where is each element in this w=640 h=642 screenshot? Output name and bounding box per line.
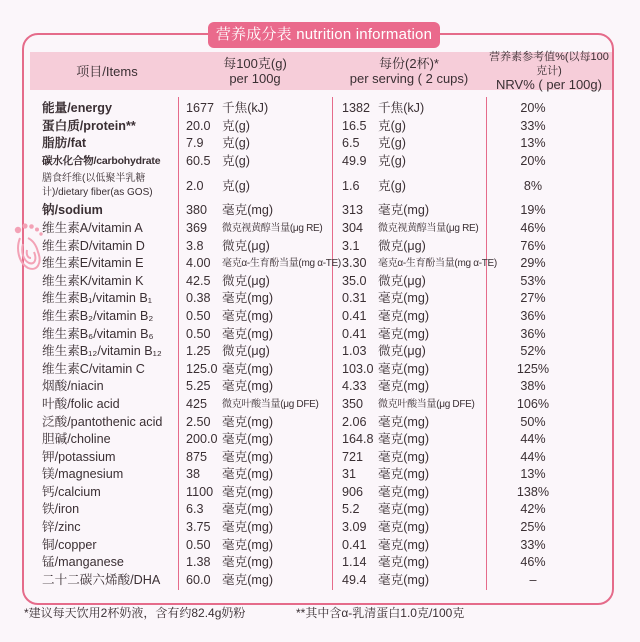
header-serving-line2: per serving ( 2 cups) [349, 71, 469, 86]
value-per-100g: 20.0 [186, 118, 211, 133]
value-per-serving: 1.03 [342, 344, 367, 359]
table-row [0, 100, 640, 118]
nutrient-name: 钠/sodium [42, 203, 103, 218]
unit-per-100g: 微克(μg) [222, 344, 270, 359]
nutrient-name: 脂肪/fat [42, 136, 87, 151]
table-row [0, 255, 640, 273]
value-per-100g: 5.25 [186, 379, 211, 394]
nrv-percent: 38% [520, 379, 546, 394]
unit-per-100g: 微克(μg) [222, 273, 270, 288]
unit-per-serving: 毫克(mg) [378, 379, 430, 394]
unit-per-100g: 毫克(mg) [222, 308, 274, 323]
unit-per-100g: 千焦(kJ) [222, 101, 269, 115]
footnote-serving: *建议每天饮用2杯奶液，含有约82.4g奶粉 [24, 606, 246, 620]
nutrient-name: 维生素A/vitamin A [42, 220, 143, 235]
header-item-label: 项目/Items [76, 63, 138, 79]
unit-per-100g: 毫克(mg) [222, 414, 274, 429]
value-per-serving: 1.6 [342, 179, 360, 194]
value-per-100g: 1100 [186, 484, 214, 499]
unit-per-100g: 毫克α-生育酚当量(mg α-TE) [222, 258, 341, 270]
nutrient-name: 蛋白质/protein** [42, 118, 136, 133]
value-per-100g: 3.75 [186, 520, 211, 535]
table-row [0, 326, 640, 344]
header-serving-line1: 每份(2杯)* [379, 56, 439, 71]
nrv-percent: 33% [520, 118, 546, 133]
unit-per-serving: 毫克(mg) [378, 502, 430, 517]
value-per-serving: 3.1 [342, 238, 360, 253]
value-per-serving: 49.4 [342, 572, 367, 587]
table-row [0, 501, 640, 519]
unit-per-serving: 毫克(mg) [378, 414, 430, 429]
value-per-100g: 0.50 [186, 537, 211, 552]
table-row [0, 308, 640, 326]
unit-per-serving: 微克叶酸当量(μg DFE) [378, 398, 475, 410]
value-per-serving: 2.06 [342, 414, 367, 429]
value-per-serving: 6.5 [342, 136, 360, 151]
nutrient-name: 胆碱/choline [42, 432, 111, 447]
table-row [0, 449, 640, 467]
value-per-100g: 200.0 [186, 432, 218, 447]
nrv-percent: 25% [520, 520, 546, 535]
unit-per-100g: 克(g) [222, 153, 250, 168]
unit-per-serving: 毫克(mg) [378, 432, 430, 447]
nutrient-name: 维生素B₁/vitamin B₁ [42, 291, 152, 306]
header-nrv-line2: NRV% ( per 100g) [496, 77, 602, 92]
nrv-percent: 29% [520, 256, 546, 271]
unit-per-serving: 微克(μg) [378, 344, 426, 359]
unit-per-serving: 毫克(mg) [378, 361, 430, 376]
table-row [0, 170, 640, 202]
nutrient-name: 锰/manganese [42, 555, 124, 570]
value-per-serving: 906 [342, 484, 364, 499]
nrv-percent: 53% [520, 273, 546, 288]
value-per-serving: 0.31 [342, 291, 367, 306]
value-per-100g: 4.00 [186, 256, 211, 271]
value-per-100g: 60.5 [186, 153, 211, 168]
value-per-serving: 721 [342, 449, 364, 464]
nrv-percent: 138% [516, 484, 550, 499]
unit-per-100g: 毫克(mg) [222, 326, 274, 341]
value-per-100g: 0.50 [186, 326, 211, 341]
unit-per-serving: 克(g) [378, 136, 406, 151]
unit-per-100g: 微克视黄醇当量(μg RE) [222, 222, 323, 234]
nrv-percent: 20% [520, 101, 546, 115]
footnote-protein: **其中含α-乳清蛋白1.0克/100克 [296, 606, 465, 620]
nrv-percent: 13% [520, 136, 546, 151]
value-per-serving: 35.0 [342, 273, 367, 288]
nrv-percent: 20% [520, 153, 546, 168]
unit-per-serving: 毫克(mg) [378, 449, 430, 464]
value-per-serving: 0.41 [342, 326, 367, 341]
unit-per-100g: 毫克(mg) [222, 467, 274, 482]
unit-per-serving: 毫克(mg) [378, 572, 430, 587]
nutrient-name: 泛酸/pantothenic acid [42, 414, 163, 429]
unit-per-100g: 微克叶酸当量(μg DFE) [222, 398, 319, 410]
nrv-percent: 125% [516, 361, 550, 376]
nrv-percent: 46% [520, 555, 546, 570]
value-per-serving: 49.9 [342, 153, 367, 168]
unit-per-100g: 毫克(mg) [222, 502, 274, 517]
value-per-serving: 31 [342, 467, 357, 482]
header-per100-line2: per 100g [229, 71, 281, 86]
nrv-percent: 36% [520, 326, 546, 341]
nutrient-name: 铁/iron [42, 502, 80, 517]
unit-per-100g: 毫克(mg) [222, 484, 274, 499]
nutrient-name: 锌/zinc [42, 520, 81, 535]
unit-per-100g: 克(g) [222, 136, 250, 151]
nrv-percent: 106% [516, 396, 550, 411]
unit-per-100g: 毫克(mg) [222, 537, 274, 552]
nrv-percent: 44% [520, 432, 546, 447]
unit-per-100g: 毫克(mg) [222, 432, 274, 447]
unit-per-serving: 毫克α-生育酚当量(mg α-TE) [378, 258, 497, 270]
value-per-100g: 1677 [186, 101, 215, 115]
header-nrv [484, 52, 614, 90]
value-per-serving: 313 [342, 203, 364, 218]
nutrient-name: 钾/potassium [42, 449, 116, 464]
value-per-100g: 369 [186, 220, 208, 235]
table-row [0, 238, 640, 256]
table-row [0, 414, 640, 432]
nutrient-name: 维生素D/vitamin D [42, 238, 145, 253]
table-row [0, 378, 640, 396]
unit-per-100g: 毫克(mg) [222, 520, 274, 535]
unit-per-serving: 微克(μg) [378, 238, 426, 253]
value-per-serving: 0.41 [342, 308, 367, 323]
unit-per-serving: 毫克(mg) [378, 203, 430, 218]
value-per-100g: 1.25 [186, 344, 211, 359]
unit-per-serving: 毫克(mg) [378, 291, 430, 306]
nrv-percent: 50% [520, 414, 546, 429]
nutrient-name: 二十二碳六烯酸/DHA [42, 572, 161, 587]
table-row [0, 118, 640, 136]
nutrient-name: 叶酸/folic acid [42, 396, 120, 411]
unit-per-serving: 毫克(mg) [378, 326, 430, 341]
nrv-percent: 13% [520, 467, 546, 482]
table-row [0, 519, 640, 537]
table-row [0, 273, 640, 291]
value-per-serving: 1382 [342, 101, 371, 115]
unit-per-100g: 毫克(mg) [222, 572, 274, 587]
value-per-100g: 425 [186, 396, 208, 411]
value-per-100g: 60.0 [186, 572, 211, 587]
header-serving [334, 52, 484, 90]
value-per-serving: 0.41 [342, 537, 367, 552]
value-per-100g: 0.50 [186, 308, 211, 323]
header-per100 [180, 52, 330, 90]
table-row [0, 572, 640, 590]
unit-per-serving: 微克视黄醇当量(μg RE) [378, 222, 479, 234]
value-per-100g: 2.0 [186, 179, 204, 194]
nrv-percent: 46% [520, 220, 546, 235]
nutrient-name: 维生素E/vitamin E [42, 256, 144, 271]
unit-per-serving: 克(g) [378, 153, 406, 168]
unit-per-serving: 微克(μg) [378, 273, 426, 288]
unit-per-100g: 毫克(mg) [222, 379, 274, 394]
nutrient-name: 维生素C/vitamin C [42, 361, 145, 376]
table-row [0, 431, 640, 449]
table-row [0, 135, 640, 153]
unit-per-serving: 毫克(mg) [378, 555, 430, 570]
value-per-100g: 3.8 [186, 238, 204, 253]
table-row [0, 153, 640, 171]
nutrient-name: 碳水化合物/carbohydrate [42, 154, 161, 167]
header-nrv-line1: 营养素参考值%(以每100克计) [489, 51, 609, 77]
unit-per-100g: 克(g) [222, 118, 250, 133]
table-title: 营养成分表 nutrition information [208, 22, 440, 48]
unit-per-serving: 千焦(kJ) [378, 101, 425, 115]
table-row [0, 361, 640, 379]
value-per-serving: 3.30 [342, 256, 367, 271]
nutrient-name: 能量/energy [42, 101, 112, 115]
value-per-100g: 42.5 [186, 273, 211, 288]
header-item [36, 52, 178, 90]
value-per-serving: 164.8 [342, 432, 374, 447]
nrv-percent: 76% [520, 238, 546, 253]
table-row [0, 484, 640, 502]
nutrient-name: 膳食纤维(以低聚半乳糖计)/dietary fiber(as GOS) [42, 173, 153, 199]
nutrient-name: 维生素K/vitamin K [42, 273, 144, 288]
value-per-100g: 875 [186, 449, 208, 464]
value-per-100g: 2.50 [186, 414, 211, 429]
nutrient-name: 镁/magnesium [42, 467, 124, 482]
nrv-percent: – [529, 572, 537, 587]
value-per-serving: 350 [342, 396, 364, 411]
unit-per-serving: 毫克(mg) [378, 537, 430, 552]
nrv-percent: 8% [523, 179, 543, 194]
value-per-100g: 380 [186, 203, 208, 218]
table-row [0, 202, 640, 220]
unit-per-serving: 毫克(mg) [378, 484, 430, 499]
nrv-percent: 19% [520, 203, 546, 218]
table-row [0, 343, 640, 361]
nutrition-rows [0, 100, 640, 589]
nutrient-name: 钙/calcium [42, 484, 101, 499]
unit-per-serving: 毫克(mg) [378, 467, 430, 482]
value-per-100g: 125.0 [186, 361, 218, 376]
value-per-serving: 304 [342, 220, 364, 235]
nutrient-name: 铜/copper [42, 537, 97, 552]
unit-per-100g: 毫克(mg) [222, 291, 274, 306]
table-row [0, 396, 640, 414]
unit-per-100g: 微克(μg) [222, 238, 270, 253]
nrv-percent: 27% [520, 291, 546, 306]
table-row [0, 537, 640, 555]
nrv-percent: 52% [520, 344, 546, 359]
value-per-serving: 4.33 [342, 379, 367, 394]
value-per-serving: 3.09 [342, 520, 367, 535]
value-per-serving: 5.2 [342, 502, 360, 517]
nutrient-name: 维生素B₁₂/vitamin B₁₂ [42, 344, 162, 359]
nutrient-name: 烟酸/niacin [42, 379, 104, 394]
unit-per-100g: 毫克(mg) [222, 203, 274, 218]
table-row [0, 554, 640, 572]
value-per-100g: 0.38 [186, 291, 211, 306]
unit-per-serving: 毫克(mg) [378, 308, 430, 323]
value-per-100g: 7.9 [186, 136, 204, 151]
unit-per-serving: 克(g) [378, 118, 406, 133]
header-per100-line1: 每100克(g) [223, 56, 287, 71]
nutrient-name: 维生素B₆/vitamin B₆ [42, 326, 154, 341]
value-per-serving: 1.14 [342, 555, 367, 570]
table-row [0, 290, 640, 308]
nrv-percent: 36% [520, 308, 546, 323]
value-per-100g: 1.38 [186, 555, 211, 570]
table-row [0, 466, 640, 484]
unit-per-100g: 毫克(mg) [222, 555, 274, 570]
value-per-100g: 38 [186, 467, 201, 482]
unit-per-serving: 克(g) [378, 179, 406, 194]
nrv-percent: 44% [520, 449, 546, 464]
unit-per-100g: 毫克(mg) [222, 361, 274, 376]
value-per-serving: 103.0 [342, 361, 374, 376]
value-per-100g: 6.3 [186, 502, 204, 517]
unit-per-100g: 毫克(mg) [222, 449, 274, 464]
unit-per-serving: 毫克(mg) [378, 520, 430, 535]
table-row [0, 220, 640, 238]
nrv-percent: 33% [520, 537, 546, 552]
unit-per-100g: 克(g) [222, 179, 250, 194]
value-per-serving: 16.5 [342, 118, 367, 133]
nrv-percent: 42% [520, 502, 546, 517]
nutrient-name: 维生素B₂/vitamin B₂ [42, 308, 154, 323]
